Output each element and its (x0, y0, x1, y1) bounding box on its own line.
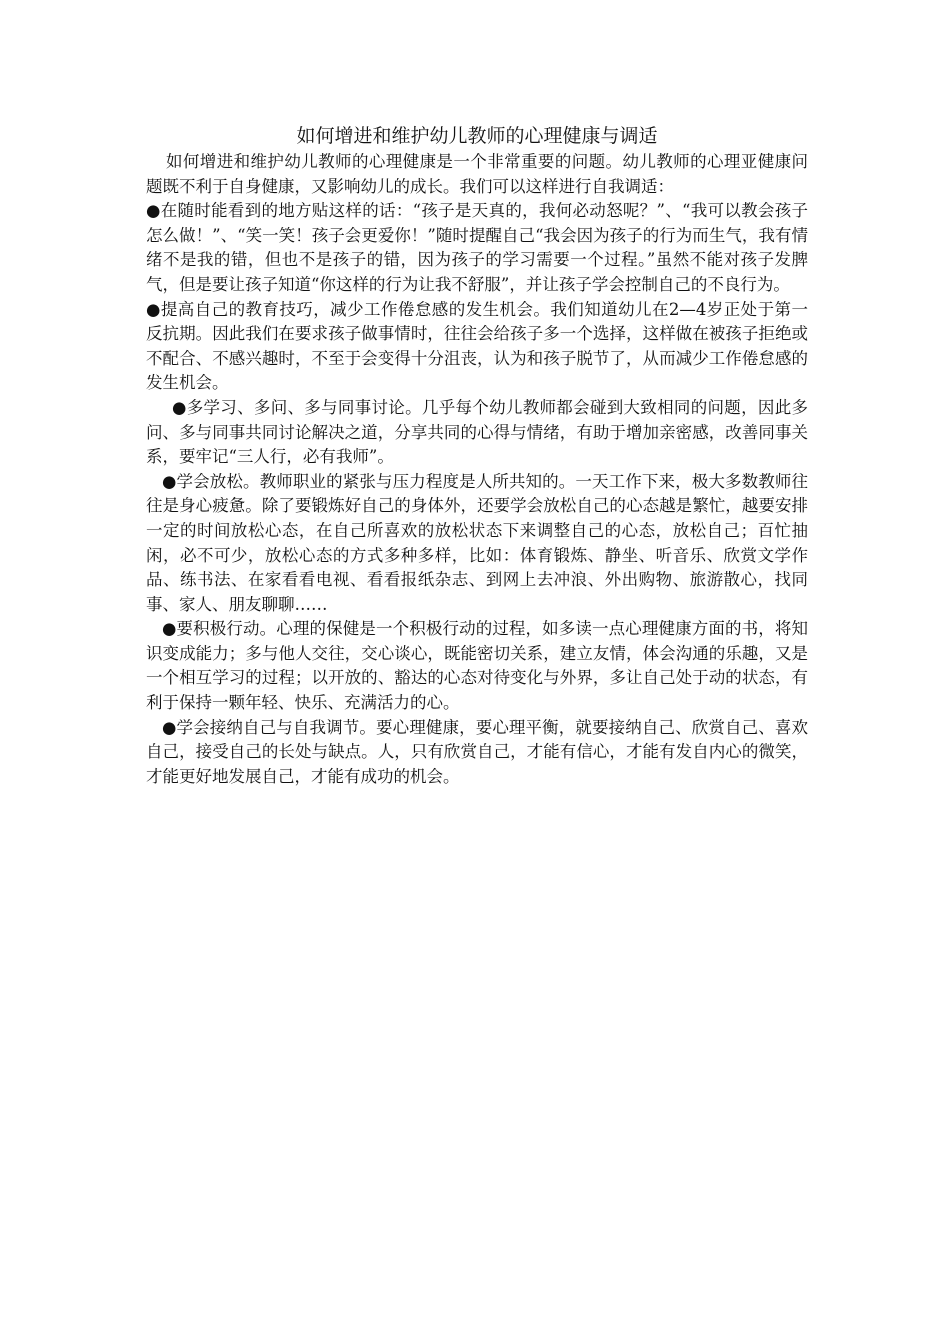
intro-paragraph: 如何增进和维护幼儿教师的心理健康是一个非常重要的问题。幼儿教师的心理亚健康问题既不利于自身健康，又影响幼儿的成长。我们可以这样进行自我调适： (146, 152, 808, 196)
tip-paragraph-relax: ●学会放松。教师职业的紧张与压力程度是人所共知的。一天工作下来，极大多数教师往往是身心疲惫。除了要锻炼好自己的身体外，还要学会放松自己的心态越是繁忙，越要安排一定的时间放松心态，在自己所喜欢的放松状态下来调整自己的心态，放松自己；百忙抽闲，必不可少，放松心态的方式多种多样，比如：体育锻炼、静坐、听音乐、欣赏文学作品、练书法、在家看看电视、看看报纸杂志、到网上去冲浪、外出购物、旅游散心，找同事、家人、朋友聊聊…… (146, 471, 808, 614)
tip-paragraph-discuss-with-colleagues: ●多学习、多问、多与同事讨论。几乎每个幼儿教师都会碰到大致相同的问题，因此多问、多与同事共同讨论解决之道，分享共同的心得与情绪，有助于增加亲密感，改善同事关系，要牢记“三人行，必有我师”。 (146, 397, 808, 467)
tip-paragraph-post-reminders: ●在随时能看到的地方贴这样的话：“孩子是天真的，我何必动怒呢？”、“我可以教会孩子怎么做！”、“笑一笑！孩子会更爱你！”随时提醒自己“我会因为孩子的行为而生气，我有情绪不是我的错，但也不是孩子的错，因为孩子的学习需要一个过程。”虽然不能对孩子发脾气，但是要让孩子知道“你这样的行为让我不舒服”，并让孩子学会控制自己的不良行为。 (146, 201, 808, 294)
tip-paragraph-act-positively: ●要积极行动。心理的保健是一个积极行动的过程，如多读一点心理健康方面的书，将知识变成能力；多与他人交往，交心谈心，既能密切关系，建立友情，体会沟通的乐趣，又是一个相互学习的过程；以开放的、豁达的心态对待变化与外界，多让自己处于动的状态，有利于保持一颗年轻、快乐、充满活力的心。 (146, 619, 808, 713)
tip-paragraph-teaching-skills: ●提高自己的教育技巧，减少工作倦怠感的发生机会。我们知道幼儿在2—4岁正处于第一反抗期。因此我们在要求孩子做事情时，往往会给孩子多一个选择，这样做在被孩子拒绝或不配合、不感兴趣时，不至于会变得十分沮丧，认为和孩子脱节了，从而减少工作倦怠感的发生机会。 (146, 299, 808, 393)
tip-paragraph-accept-yourself: ●学会接纳自己与自我调节。要心理健康，要心理平衡，就要接纳自己、欣赏自己、喜欢自己，接受自己的长处与缺点。人，只有欣赏自己，才能有信心，才能有发自内心的微笑，才能更好地发展自己，才能有成功的机会。 (146, 717, 808, 786)
document-title: 如何增进和维护幼儿教师的心理健康与调适 (296, 125, 658, 147)
document-page (146, 122, 808, 789)
